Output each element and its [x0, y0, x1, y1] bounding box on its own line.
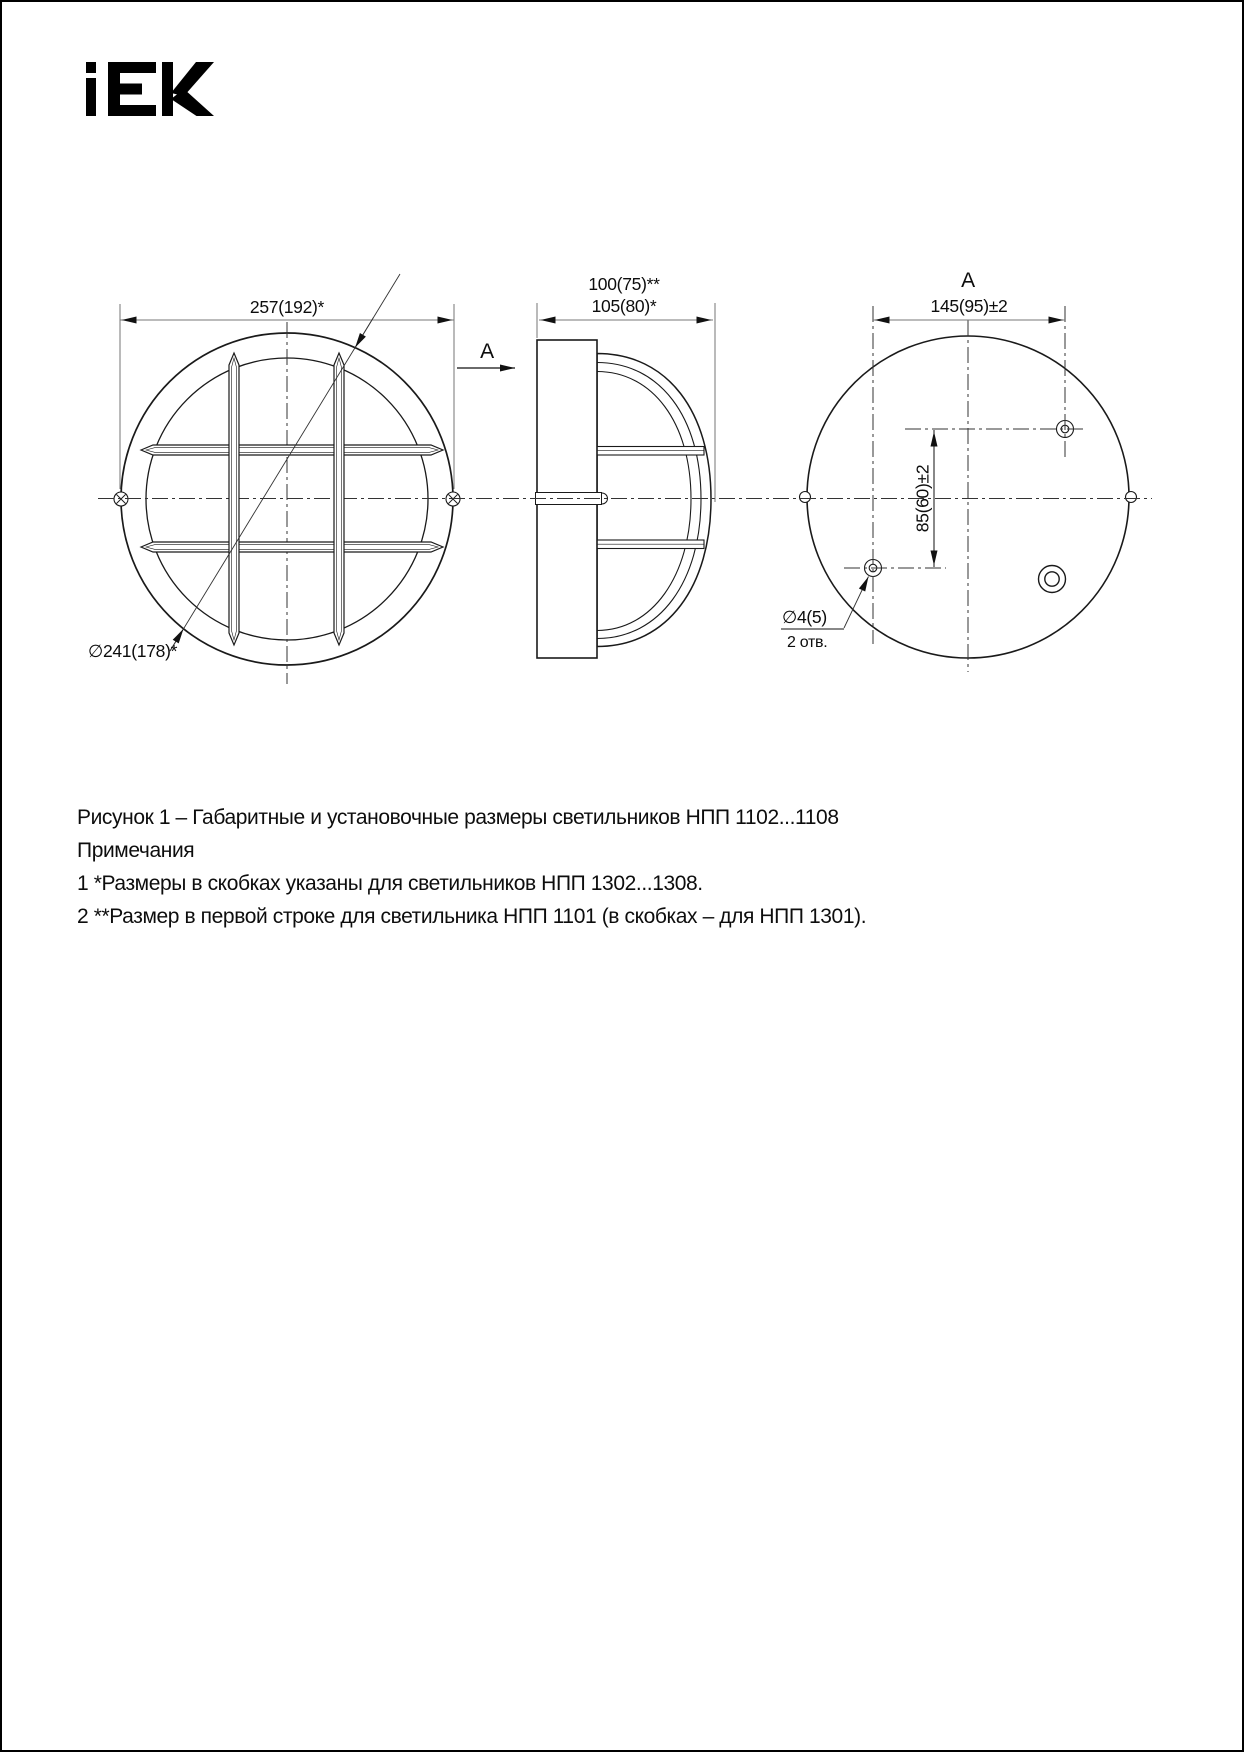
- section-arrow-label: A: [480, 340, 494, 363]
- notes-title: Примечания: [77, 839, 195, 862]
- front-width-dim-label: 257(192)*: [249, 297, 325, 317]
- section-view-arrow: [457, 340, 515, 368]
- rear-view-label-group: [961, 269, 975, 292]
- side-depth-dim-primary-label: 100(75)**: [588, 274, 660, 294]
- side-grid-bar-top: [596, 447, 704, 456]
- side-guard-dome-outer: [597, 354, 711, 647]
- side-grid-bar-bottom: [596, 540, 704, 549]
- rear-hole-count-label: 2 отв.: [787, 634, 828, 651]
- rear-mount-h-dimension: [873, 296, 1065, 320]
- figure-notes: [77, 801, 1197, 933]
- rear-view-label: A: [961, 269, 975, 292]
- note-line: 2 **Размер в первой строке для светильника НПП 1101 (в скобках – для НПП 1301).: [77, 905, 867, 928]
- luminaire-drawing: [2, 2, 1244, 712]
- figure-caption: Рисунок 1 – Габаритные и установочные размеры светильников НПП 1102...1108: [77, 806, 839, 829]
- note-line: 1 *Размеры в скобках указаны для светильников НПП 1302...1308.: [77, 872, 703, 895]
- rear-mount-v-dim-label: 85(60)±2: [912, 464, 933, 533]
- front-glass-dia-label: ∅241(178)*: [88, 641, 178, 661]
- rear-tab-left: [800, 492, 811, 503]
- rear-hole-dia-label: ∅4(5): [782, 607, 827, 627]
- side-depth-dim-secondary-label: 105(80)*: [591, 296, 657, 316]
- rear-mount-h-dim-label: 145(95)±2: [930, 296, 1008, 316]
- rear-tab-right: [1126, 492, 1137, 503]
- rear-cable-entry-hole: [1039, 566, 1066, 593]
